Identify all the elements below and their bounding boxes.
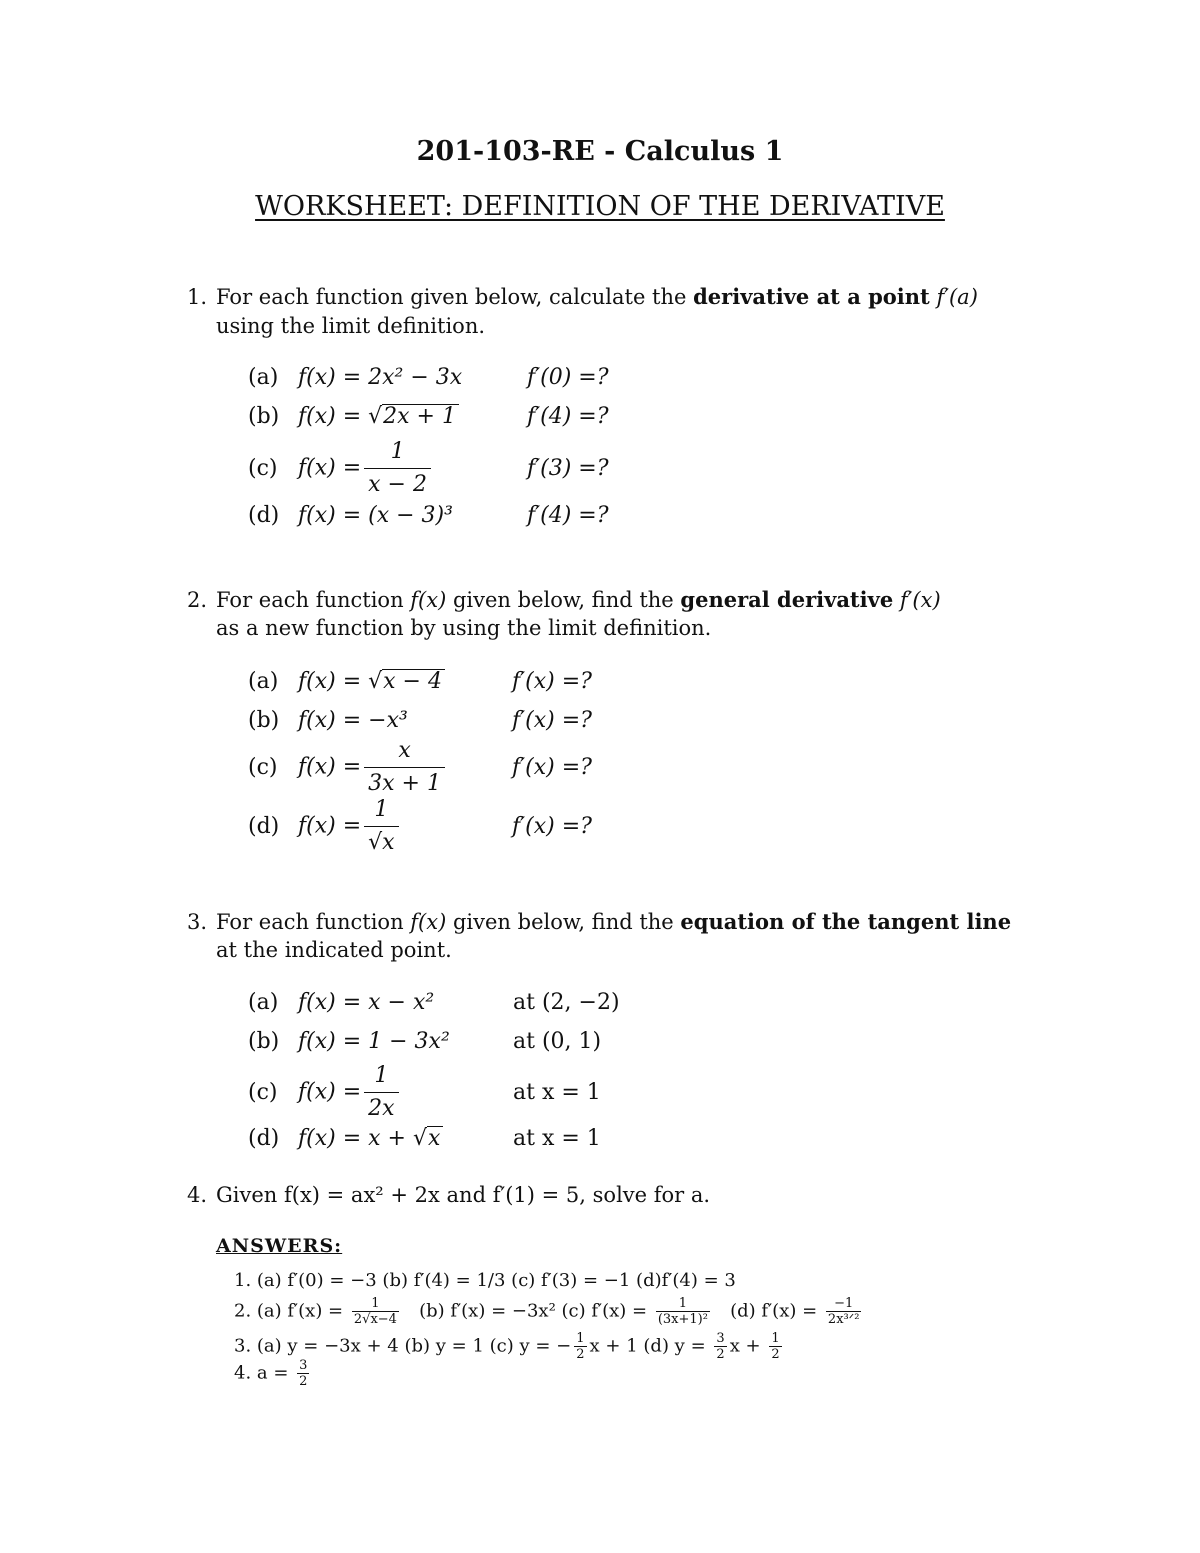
denominator: 2 xyxy=(576,1347,585,1362)
problem-2-bold: general derivative xyxy=(680,587,894,612)
item-label: (a) xyxy=(248,990,279,1015)
item-label: (c) xyxy=(248,755,278,780)
function-pre: f(x) = xyxy=(298,1079,362,1105)
result-expr: f′(4) =? xyxy=(527,404,609,429)
numerator: 1 xyxy=(364,1062,398,1093)
numerator: 1 xyxy=(364,438,431,469)
function-expr xyxy=(298,403,459,431)
answer-3-mid: x + 1 (d) y = xyxy=(589,1335,706,1357)
numerator: 1 xyxy=(352,1296,399,1312)
problem-2-text-a: For each function xyxy=(216,588,411,612)
problem-4-number: 4. xyxy=(187,1183,208,1207)
result-expr: f′(x) =? xyxy=(512,708,592,733)
numerator: 1 xyxy=(771,1331,780,1346)
function-pre: f(x) = √ xyxy=(298,669,383,694)
function-expr: f(x) = 1 − 3x² xyxy=(298,1029,450,1054)
numerator: 1 xyxy=(656,1296,710,1312)
function-pre: f(x) = xyxy=(298,754,362,780)
result-expr: f′(3) =? xyxy=(527,456,609,481)
result-expr: at (0, 1) xyxy=(513,1029,602,1054)
answer-3-d-fraction-1 xyxy=(714,1331,726,1362)
denominator: 2 xyxy=(771,1347,780,1362)
radicand: x − 4 xyxy=(382,669,445,694)
problem-1-math: f′(a) xyxy=(936,285,978,309)
problem-3-bold: equation of the tangent line xyxy=(680,909,1012,934)
item-label: (b) xyxy=(248,708,280,733)
result-expr: f′(0) =? xyxy=(527,365,609,390)
denominator: 2x xyxy=(368,1096,395,1121)
fraction xyxy=(364,737,445,798)
answer-4-pre: 4. a = xyxy=(234,1362,289,1384)
problem-2-line2: as a new function by using the limit definition. xyxy=(216,616,712,640)
function-pre: f(x) = xyxy=(298,455,362,481)
item-label: (d) xyxy=(248,814,280,839)
answer-2-d: (d) f′(x) = xyxy=(730,1300,818,1322)
answer-2-d-fraction xyxy=(826,1296,862,1327)
function-expr xyxy=(298,796,402,857)
result-expr: at x = 1 xyxy=(513,1080,601,1105)
function-expr xyxy=(298,737,448,798)
fraction xyxy=(364,438,431,499)
answer-2-a: 2. (a) f′(x) = xyxy=(234,1300,344,1322)
answer-3-d-mid: x + xyxy=(729,1335,761,1357)
result-expr: f′(4) =? xyxy=(527,503,609,528)
denominator: 2 xyxy=(716,1347,725,1362)
answer-2-c-fraction xyxy=(656,1296,710,1327)
answer-4-fraction xyxy=(297,1358,309,1389)
answer-3-d-fraction-2 xyxy=(769,1331,781,1362)
answer-2-b: (b) f′(x) = −3x² (c) f′(x) = xyxy=(419,1300,648,1322)
answers-heading: ANSWERS: xyxy=(216,1235,343,1257)
answer-4 xyxy=(234,1358,312,1389)
function-expr: f(x) = −x³ xyxy=(298,708,408,733)
problem-3-text-b: given below, find the xyxy=(446,910,681,934)
item-label: (d) xyxy=(248,1126,280,1151)
result-expr: f′(x) =? xyxy=(512,755,592,780)
problem-3-text xyxy=(216,908,1011,936)
denominator: 2x³ᐟ² xyxy=(827,1312,860,1327)
worksheet-title xyxy=(0,191,1200,222)
denominator: 3x + 1 xyxy=(368,771,441,796)
function-expr xyxy=(298,1125,443,1153)
numerator: 1 xyxy=(364,796,398,827)
problem-2-text-b: given below, find the xyxy=(446,588,681,612)
answer-2 xyxy=(234,1296,864,1327)
function-expr: f(x) = 2x² − 3x xyxy=(298,365,463,390)
item-label: (b) xyxy=(248,1029,280,1054)
problem-1-number: 1. xyxy=(187,285,208,309)
course-title: 201-103-RE - Calculus 1 xyxy=(416,136,784,167)
numerator: −1 xyxy=(826,1296,862,1312)
radicand: 2x + 1 xyxy=(382,404,459,429)
function-pre: f(x) = √ xyxy=(298,404,383,429)
result-expr: at (2, −2) xyxy=(513,990,620,1015)
result-expr: f′(x) =? xyxy=(512,669,592,694)
function-expr xyxy=(298,1062,402,1123)
radicand: x xyxy=(427,1126,443,1151)
problem-3-text-a: For each function xyxy=(216,910,411,934)
problem-3-math-a: f(x) xyxy=(410,910,447,934)
item-label: (b) xyxy=(248,404,280,429)
numerator: 3 xyxy=(716,1331,725,1346)
problem-2-math-a: f(x) xyxy=(410,588,447,612)
denominator: x − 2 xyxy=(368,472,427,497)
numerator: 1 xyxy=(576,1331,585,1346)
problem-1-bold: derivative at a point xyxy=(693,284,930,309)
item-label: (c) xyxy=(248,1080,278,1105)
function-pre: f(x) = x + √ xyxy=(298,1126,427,1151)
problem-3-line2: at the indicated point. xyxy=(216,938,452,962)
item-label: (a) xyxy=(248,365,279,390)
result-expr: f′(x) =? xyxy=(512,814,592,839)
item-label: (c) xyxy=(248,456,278,481)
denominator: 2√x−4 xyxy=(353,1312,397,1327)
answer-2-a-fraction xyxy=(352,1296,399,1327)
function-expr xyxy=(298,438,434,499)
item-label: (a) xyxy=(248,669,279,694)
function-expr xyxy=(298,668,445,696)
fraction xyxy=(364,1062,398,1123)
answer-3-c-fraction xyxy=(574,1331,586,1362)
result-expr: at x = 1 xyxy=(513,1126,601,1151)
denominator: 2 xyxy=(299,1374,308,1389)
problem-3-number: 3. xyxy=(187,910,208,934)
problem-2-math-b: f′(x) xyxy=(899,588,941,612)
answer-3-pre: 3. (a) y = −3x + 4 (b) y = 1 (c) y = − xyxy=(234,1335,572,1357)
problem-1-text-a: For each function given below, calculate the xyxy=(216,285,694,309)
answer-3 xyxy=(234,1331,785,1362)
answer-1: 1. (a) f′(0) = −3 (b) f′(4) = 1/3 (c) f′(3) = −1 (d)f′(4) = 3 xyxy=(234,1270,736,1291)
fraction xyxy=(364,796,398,857)
item-label: (d) xyxy=(248,503,280,528)
problem-4-text: Given f(x) = ax² + 2x and f′(1) = 5, solve for a. xyxy=(216,1183,711,1207)
problem-2-text xyxy=(216,586,941,614)
function-pre: f(x) = xyxy=(298,813,362,839)
problem-1-text xyxy=(216,283,978,311)
problem-1-line2: using the limit definition. xyxy=(216,314,486,338)
denominator: (3x+1)² xyxy=(657,1312,708,1327)
function-expr: f(x) = x − x² xyxy=(298,990,435,1015)
worksheet-title-text: WORKSHEET: DEFINITION OF THE DERIVATIVE xyxy=(255,191,945,222)
function-expr: f(x) = (x − 3)³ xyxy=(298,503,453,528)
problem-2-number: 2. xyxy=(187,588,208,612)
numerator: x xyxy=(364,737,445,768)
denominator: √x xyxy=(368,830,395,855)
numerator: 3 xyxy=(299,1358,308,1373)
